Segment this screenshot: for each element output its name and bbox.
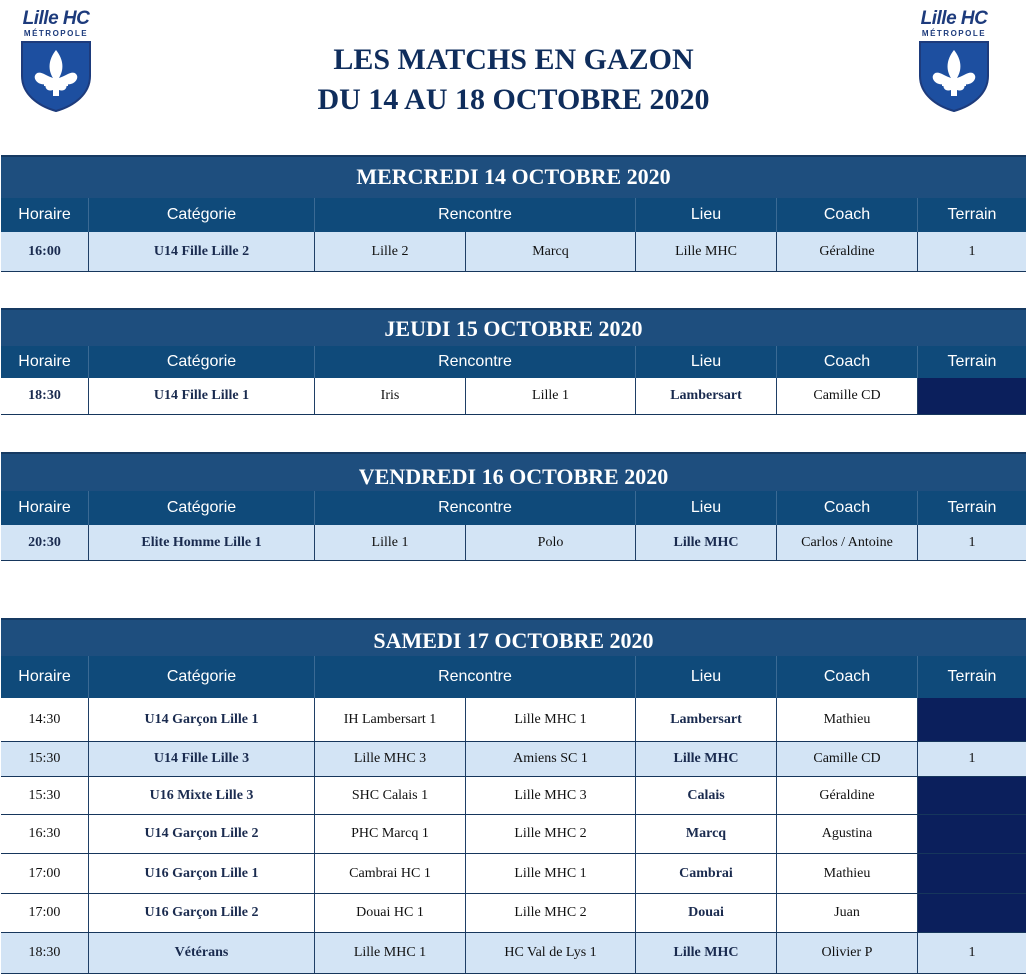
match-category: U16 Garçon Lille 2 <box>89 894 315 932</box>
match-row <box>1 232 1026 272</box>
column-header-row <box>1 346 1026 378</box>
match-time: 17:00 <box>1 894 89 932</box>
col-terrain: Terrain <box>947 499 997 516</box>
match-row <box>1 777 1026 815</box>
match-coach: Camille CD <box>777 742 918 776</box>
match-away: Lille MHC 3 <box>466 777 636 814</box>
col-horaire: Horaire <box>1 491 89 525</box>
col-rencontre: Rencontre <box>315 491 636 525</box>
col-coach: Coach <box>777 491 918 525</box>
day-block-thursday <box>1 308 1026 415</box>
col-rencontre: Rencontre <box>315 198 636 232</box>
column-header-row <box>1 198 1026 232</box>
match-away: Lille MHC 1 <box>466 698 636 741</box>
match-home: IH Lambersart 1 <box>315 698 466 741</box>
match-away: Lille MHC 1 <box>466 854 636 893</box>
match-terrain <box>918 815 1026 853</box>
match-venue: Marcq <box>636 815 777 853</box>
col-horaire: Horaire <box>1 346 89 378</box>
match-category: U14 Garçon Lille 2 <box>89 815 315 853</box>
match-terrain <box>918 854 1026 893</box>
day-title: MERCREDI 14 OCTOBRE 2020 <box>1 155 1026 198</box>
match-away: Marcq <box>466 232 636 271</box>
col-coach: Coach <box>777 346 918 378</box>
match-away: HC Val de Lys 1 <box>466 933 636 973</box>
match-time: 16:30 <box>1 815 89 853</box>
column-header-row <box>1 491 1026 525</box>
match-coach: Mathieu <box>777 698 918 741</box>
col-lieu: Lieu <box>636 198 777 232</box>
match-away: Lille 1 <box>466 378 636 414</box>
match-venue: Lambersart <box>636 698 777 741</box>
match-away: Polo <box>466 525 636 560</box>
match-time: 15:30 <box>1 777 89 814</box>
col-coach: Coach <box>777 656 918 698</box>
match-home: Lille MHC 3 <box>315 742 466 776</box>
match-time: 18:30 <box>1 933 89 973</box>
match-terrain <box>918 894 1026 932</box>
col-categorie: Catégorie <box>89 491 315 525</box>
match-category: U14 Fille Lille 3 <box>89 742 315 776</box>
col-rencontre: Rencontre <box>315 656 636 698</box>
day-block-wednesday <box>1 155 1026 272</box>
match-terrain: 1 <box>968 534 976 550</box>
match-time: 18:30 <box>1 378 89 414</box>
page-title: LES MATCHS EN GAZON <box>333 43 694 76</box>
match-coach: Géraldine <box>777 777 918 814</box>
match-row <box>1 742 1026 777</box>
match-terrain: 1 <box>968 243 976 259</box>
match-venue: Lambersart <box>636 378 777 414</box>
match-coach: Juan <box>777 894 918 932</box>
day-title: SAMEDI 17 OCTOBRE 2020 <box>1 618 1026 656</box>
match-coach: Olivier P <box>777 933 918 973</box>
match-venue: Lille MHC <box>636 933 777 973</box>
match-terrain: 1 <box>968 945 976 960</box>
match-home: PHC Marcq 1 <box>315 815 466 853</box>
match-category: U14 Fille Lille 1 <box>89 378 315 414</box>
col-categorie: Catégorie <box>89 656 315 698</box>
logo-subtitle: MÉTROPOLE <box>23 29 89 38</box>
col-lieu: Lieu <box>636 491 777 525</box>
match-category: U14 Garçon Lille 1 <box>89 698 315 741</box>
match-time: 16:00 <box>1 232 89 271</box>
logo-subtitle: MÉTROPOLE <box>921 29 987 38</box>
match-category: Vétérans <box>89 933 315 973</box>
match-away: Lille MHC 2 <box>466 815 636 853</box>
match-coach: Carlos / Antoine <box>777 525 918 560</box>
match-category: U16 Garçon Lille 1 <box>89 854 315 893</box>
match-venue: Calais <box>636 777 777 814</box>
match-venue: Lille MHC <box>636 525 777 560</box>
match-row <box>1 933 1026 974</box>
match-time: 17:00 <box>1 854 89 893</box>
match-row <box>1 815 1026 854</box>
logo-name: Lille HC <box>22 8 90 29</box>
match-row <box>1 378 1026 415</box>
match-time: 15:30 <box>1 742 89 776</box>
match-coach: Géraldine <box>777 232 918 271</box>
column-header-row <box>1 656 1026 698</box>
page-subtitle: DU 14 AU 18 OCTOBRE 2020 <box>317 83 710 116</box>
day-block-friday <box>1 452 1026 561</box>
col-terrain: Terrain <box>947 353 997 370</box>
logo-name: Lille HC <box>920 8 988 29</box>
day-title: VENDREDI 16 OCTOBRE 2020 <box>1 452 1026 491</box>
match-terrain <box>918 378 1026 414</box>
match-row <box>1 894 1026 933</box>
match-venue: Lille MHC <box>636 742 777 776</box>
col-terrain: Terrain <box>947 668 997 685</box>
match-coach: Mathieu <box>777 854 918 893</box>
col-categorie: Catégorie <box>89 346 315 378</box>
match-home: SHC Calais 1 <box>315 777 466 814</box>
col-horaire: Horaire <box>1 656 89 698</box>
match-home: Cambrai HC 1 <box>315 854 466 893</box>
col-rencontre: Rencontre <box>315 346 636 378</box>
col-categorie: Catégorie <box>89 198 315 232</box>
match-category: Elite Homme Lille 1 <box>89 525 315 560</box>
match-row <box>1 525 1026 561</box>
match-terrain <box>918 698 1026 741</box>
match-category: U16 Mixte Lille 3 <box>89 777 315 814</box>
match-row <box>1 698 1026 742</box>
match-home: Lille 1 <box>315 525 466 560</box>
col-lieu: Lieu <box>636 346 777 378</box>
match-coach: Camille CD <box>777 378 918 414</box>
match-home: Lille 2 <box>315 232 466 271</box>
match-home: Lille MHC 1 <box>315 933 466 973</box>
match-venue: Cambrai <box>636 854 777 893</box>
day-block-saturday <box>1 618 1026 974</box>
match-home: Douai HC 1 <box>315 894 466 932</box>
match-venue: Douai <box>636 894 777 932</box>
match-time: 20:30 <box>1 525 89 560</box>
match-terrain <box>918 777 1026 814</box>
match-venue: Lille MHC <box>636 232 777 271</box>
match-away: Amiens SC 1 <box>466 742 636 776</box>
day-title: JEUDI 15 OCTOBRE 2020 <box>1 308 1026 346</box>
col-lieu: Lieu <box>636 656 777 698</box>
match-category: U14 Fille Lille 2 <box>89 232 315 271</box>
col-coach: Coach <box>777 198 918 232</box>
col-terrain: Terrain <box>947 206 997 223</box>
match-row <box>1 854 1026 894</box>
col-horaire: Horaire <box>1 198 89 232</box>
match-away: Lille MHC 2 <box>466 894 636 932</box>
match-home: Iris <box>315 378 466 414</box>
match-terrain: 1 <box>968 751 976 766</box>
match-coach: Agustina <box>777 815 918 853</box>
match-time: 14:30 <box>1 698 89 741</box>
